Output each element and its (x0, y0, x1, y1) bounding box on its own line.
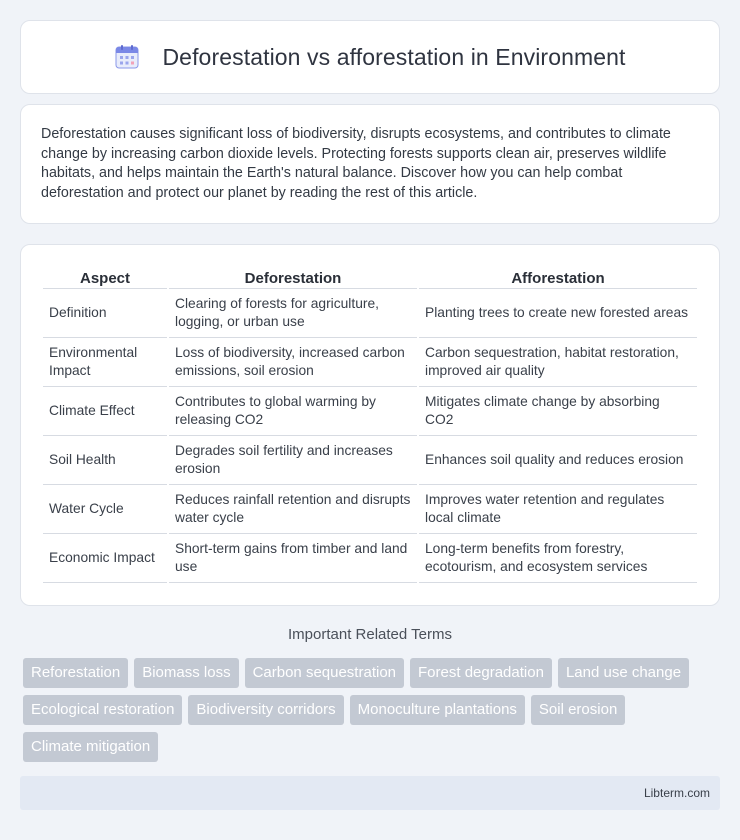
tag-monoculture-plantations[interactable]: Monoculture plantations (350, 695, 525, 725)
tag-soil-erosion[interactable]: Soil erosion (531, 695, 625, 725)
intro-card (20, 104, 720, 224)
table-cell: Carbon sequestration, habitat restoration, improved air quality (419, 338, 697, 387)
table-cell: Enhances soil quality and reduces erosion (419, 436, 697, 485)
column-header-deforestation: Deforestation (169, 267, 417, 289)
column-header-afforestation: Afforestation (419, 267, 697, 289)
intro-text: Deforestation causes significant loss of biodiversity, disrupts ecosystems, and contributes to climate change by increasing carbon dioxide levels. Protecting forests supports clean air, preserves wildlife habitats, and helps maintain the Earth's natural balance. Discover how you can help combat deforestation and protect our planet by reading the rest of this article. (41, 126, 671, 201)
table-row (43, 534, 697, 583)
table-header-row (43, 267, 697, 289)
tag-climate-mitigation[interactable]: Climate mitigation (23, 732, 158, 762)
table-cell: Clearing of forests for agriculture, logging, or urban use (169, 289, 417, 338)
table-cell: Loss of biodiversity, increased carbon emissions, soil erosion (169, 338, 417, 387)
table-cell: Long-term benefits from forestry, ecotourism, and ecosystem services (419, 534, 697, 583)
table-cell: Economic Impact (43, 534, 167, 583)
table-row (43, 436, 697, 485)
table-cell: Short-term gains from timber and land use (169, 534, 417, 583)
table-row (43, 289, 697, 338)
table-cell: Soil Health (43, 436, 167, 485)
comparison-card (20, 244, 720, 606)
related-terms-title: Important Related Terms (288, 626, 452, 643)
table-cell: Improves water retention and regulates local climate (419, 485, 697, 534)
table-cell: Definition (43, 289, 167, 338)
table-cell: Contributes to global warming by releasing CO2 (169, 387, 417, 436)
tag-carbon-sequestration[interactable]: Carbon sequestration (245, 658, 404, 688)
page-title: Deforestation vs afforestation in Environment (162, 43, 626, 70)
tag-ecological-restoration[interactable]: Ecological restoration (23, 695, 182, 725)
column-header-aspect: Aspect (43, 267, 167, 289)
table-cell: Environmental Impact (43, 338, 167, 387)
table-cell: Mitigates climate change by absorbing CO2 (419, 387, 697, 436)
table-cell: Reduces rainfall retention and disrupts water cycle (169, 485, 417, 534)
tag-reforestation[interactable]: Reforestation (23, 658, 128, 688)
calendar-icon (114, 44, 140, 70)
table-row (43, 338, 697, 387)
footer-site-link[interactable]: Libterm.com (643, 786, 710, 800)
table-cell: Climate Effect (43, 387, 167, 436)
tag-biodiversity-corridors[interactable]: Biodiversity corridors (188, 695, 343, 725)
table-cell: Planting trees to create new forested areas (419, 289, 697, 338)
table-row (43, 387, 697, 436)
table-row (43, 485, 697, 534)
related-terms-list (23, 658, 723, 769)
tag-biomass-loss[interactable]: Biomass loss (134, 658, 238, 688)
table-cell: Water Cycle (43, 485, 167, 534)
table-cell: Degrades soil fertility and increases erosion (169, 436, 417, 485)
header-card (20, 20, 720, 94)
tag-land-use-change[interactable]: Land use change (558, 658, 689, 688)
tag-forest-degradation[interactable]: Forest degradation (410, 658, 552, 688)
comparison-table (41, 267, 699, 583)
footer (20, 776, 720, 810)
